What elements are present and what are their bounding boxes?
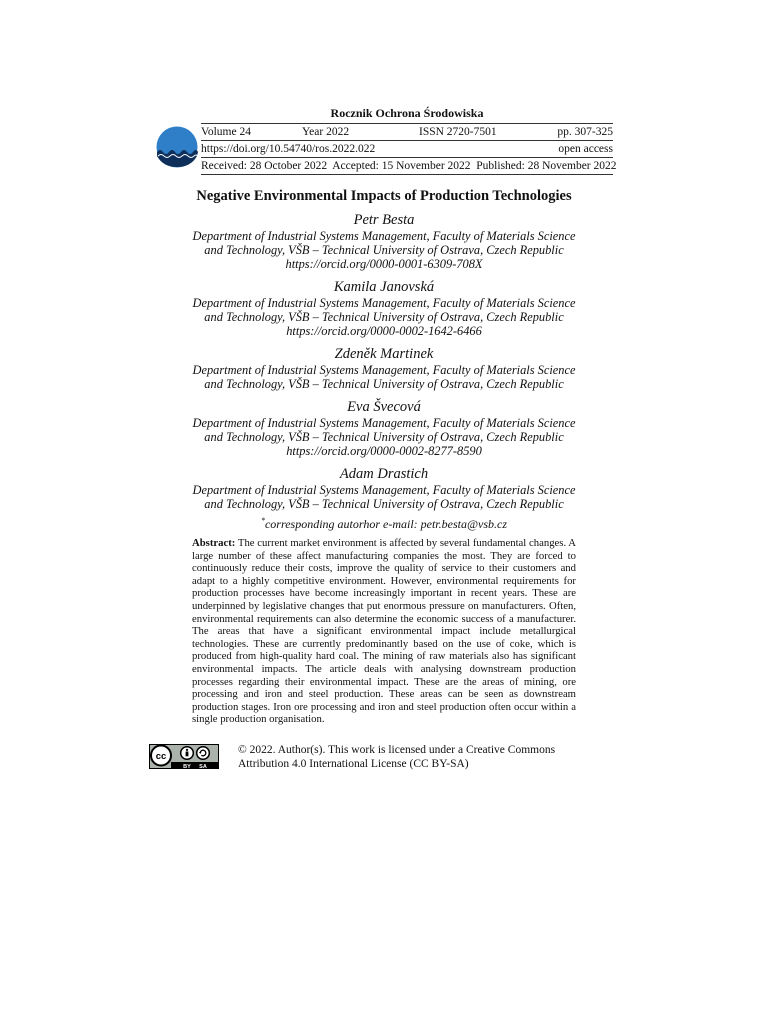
abstract-text: The current market environment is affected by several fundamental changes. A large number of these affect manufacturing companies the most. They are forced to continuously reduce their costs, improve the quality of service to their customers and adapt to a highly competitive environment. However, environmental requirements for production processes have become increasingly important in recent years. These are underpinned by legislative changes that put enormous pressure on manufacturers. Often, environmental requirements can also determine the economic success of a manufacturer. The areas that have a significant environmental impact include metallurgical technologies. These are currently predominantly based on the use of coke, which is produced from high-quality hard coal. The mining of raw materials also has significant environmental impacts. The article deals with analysing downstream production processes regarding their environmental impact. These are the areas of mining, ore processing and iron and steel production. These areas can be seen as downstream production stages. Iron ore processing and iron and steel production often occur within a single production organisation. — [192, 537, 577, 726]
corresponding-author — [150, 513, 618, 532]
author-name: Adam Drastich — [339, 466, 429, 482]
author-affiliation: Department of Industrial Systems Management, Faculty of Materials Science — [192, 229, 576, 243]
author-affiliation: and Technology, VŠB – Technical University of Ostrava, Czech Republic — [204, 377, 564, 391]
open-access-label: open access — [558, 143, 613, 155]
cc-by-sa-icon[interactable] — [149, 744, 219, 769]
author-name: Kamila Janovská — [333, 279, 435, 295]
author-orcid[interactable]: https://orcid.org/0000-0002-1642-6466 — [286, 324, 482, 338]
license-line: Attribution 4.0 International License (CC BY-SA) — [238, 757, 469, 770]
author-orcid[interactable]: https://orcid.org/0000-0001-6309-708X — [285, 257, 483, 271]
year: Year 2022 — [302, 126, 350, 138]
cc-text: cc — [155, 751, 167, 762]
paper-title: Negative Environmental Impacts of Production Technologies — [196, 188, 572, 204]
pages: pp. 307-325 — [557, 126, 613, 138]
author-block — [150, 278, 618, 338]
author-block — [150, 345, 618, 391]
author-affiliation: and Technology, VŠB – Technical University of Ostrava, Czech Republic — [204, 243, 564, 257]
issn: ISSN 2720-7501 — [419, 126, 497, 138]
volume: Volume 24 — [201, 126, 251, 138]
publication-dates: Received: 28 October 2022 Accepted: 15 November 2022 Published: 28 November 2022 — [201, 160, 617, 172]
author-list — [150, 211, 618, 518]
abstract — [192, 537, 576, 726]
journal-name: Rocznik Ochrona Środowiska — [330, 106, 484, 120]
author-affiliation: and Technology, VŠB – Technical University of Ostrava, Czech Republic — [204, 430, 564, 444]
journal-logo-icon — [156, 126, 198, 168]
author-affiliation: Department of Industrial Systems Management, Faculty of Materials Science — [192, 363, 576, 377]
by-text: BY — [183, 764, 191, 769]
author-affiliation: Department of Industrial Systems Management, Faculty of Materials Science — [192, 483, 576, 497]
author-orcid[interactable]: https://orcid.org/0000-0002-8277-8590 — [286, 444, 482, 458]
author-name: Zdeněk Martinek — [334, 346, 434, 362]
sa-text: SA — [199, 764, 207, 769]
author-affiliation: and Technology, VŠB – Technical University of Ostrava, Czech Republic — [204, 497, 564, 511]
publication-info — [201, 123, 617, 175]
author-block — [150, 211, 618, 271]
dates-row — [201, 157, 617, 175]
author-affiliation: Department of Industrial Systems Management, Faculty of Materials Science — [192, 296, 576, 310]
author-affiliation: Department of Industrial Systems Management, Faculty of Materials Science — [192, 416, 576, 430]
author-name: Eva Švecová — [347, 399, 421, 415]
corresponding-marker: * — [260, 516, 265, 525]
corresponding-email: corresponding autorhor e-mail: petr.besta@vsb.cz — [264, 517, 508, 531]
author-affiliation: and Technology, VŠB – Technical University of Ostrava, Czech Republic — [204, 310, 564, 324]
publication-info-row — [201, 123, 613, 140]
doi-row — [201, 140, 613, 157]
author-name: Petr Besta — [353, 212, 415, 228]
author-block — [150, 465, 618, 511]
author-block — [150, 398, 618, 458]
license-notice — [238, 744, 578, 771]
abstract-label: Abstract: — [192, 537, 236, 549]
doi-link[interactable]: https://doi.org/10.54740/ros.2022.022 — [201, 143, 376, 155]
license-line: © 2022. Author(s). This work is licensed under a Creative Commons — [238, 744, 556, 756]
